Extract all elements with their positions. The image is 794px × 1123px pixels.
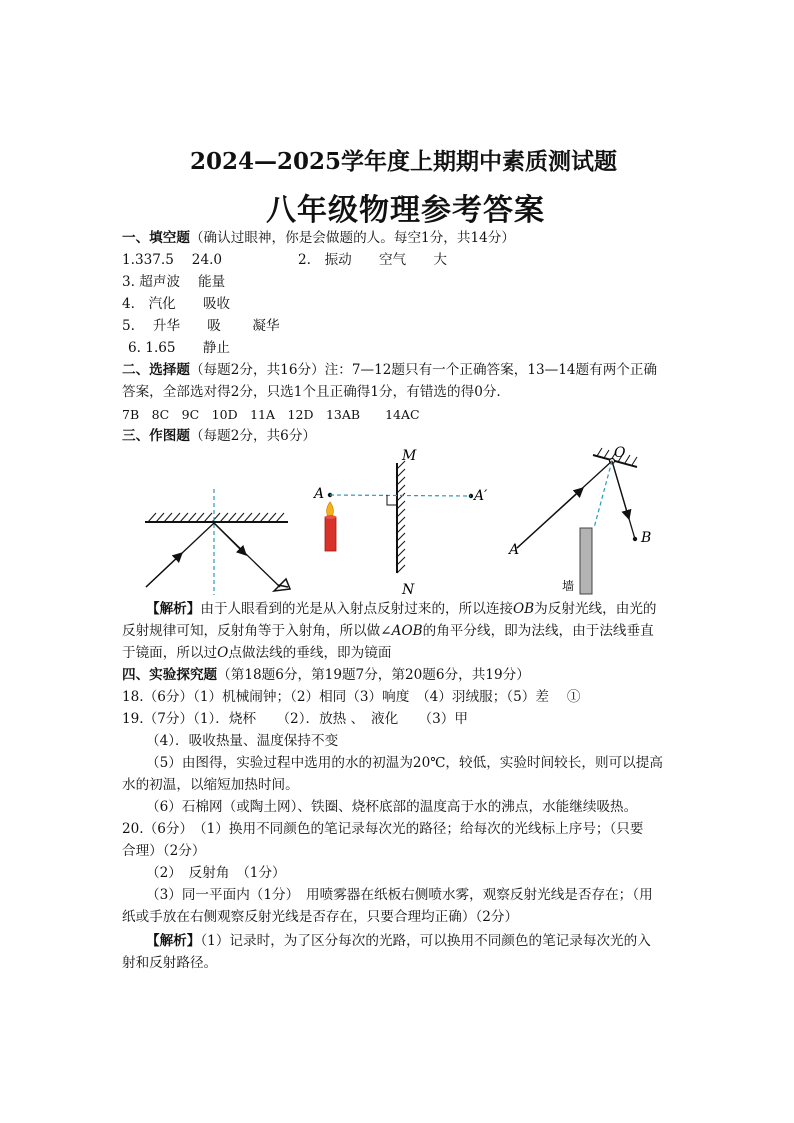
section1-note: （确认过眼神，你是会做题的人。每空1分，共14分）: [189, 230, 515, 246]
answer-q20-3-line1: （3）同一平面内（1分） 用喷雾器在纸板右侧喷水雾，观察反射光线是否存在；（用: [146, 887, 653, 903]
figure-mirror-image: [310, 445, 500, 597]
answer-q19-4: （4）．吸收热量、温度保持不变: [146, 733, 339, 749]
section4-heading: 四、实验探究题: [122, 667, 218, 683]
answer-q20-2: （2） 反射角 （1分）: [146, 865, 286, 881]
section2-heading-line: [122, 360, 657, 381]
answer-q20-line2: 合理）（2分）: [122, 843, 206, 859]
answer-q18: 18.（6分）（1）机械闹钟；（2）相同（3）响度 （4）羽绒服；（5）差 ①: [122, 689, 581, 705]
section3-heading-line: [122, 426, 316, 447]
answer-q19-5-line2: 水的初温，以缩短加热时间。: [122, 777, 299, 793]
wall: [580, 528, 592, 594]
label-A: A: [314, 486, 325, 502]
figure-wall-reflection: [505, 440, 675, 600]
label-A3: A: [509, 542, 520, 558]
label-N: N: [402, 582, 415, 598]
page-subtitle: 八年级物理参考答案: [266, 193, 545, 228]
candle-icon: [325, 502, 336, 551]
section2-note-line2: 答案，全部选对得2分，只选1个且正确得1分，有错选的得0分.: [122, 384, 501, 400]
analysis-line2: 反射规律可知，反射角等于入射角，所以做∠AOB的角平分线，即为法线，由于法线垂直: [122, 623, 654, 639]
answer-q19-5-line1: （5）由图得，实验过程中选用的水的初温为20℃，较低，实验时间较长，则可以提高: [146, 755, 663, 771]
label-wall: 墙: [562, 579, 575, 593]
mirror-hatch: [145, 513, 288, 522]
section3-note: （每题2分，共6分）: [189, 428, 317, 444]
figure-mirror-reflection: [140, 485, 300, 595]
label-O: O: [614, 445, 626, 461]
section2-answers: 7B 8C 9C 10D 11A 12D 13AB 14AC: [122, 407, 420, 422]
answer-q20-line1: 20.（6分） （1）换用不同颜色的笔记录每次光的路径；给每次的光线标上序号；（只要: [122, 821, 644, 837]
answer-q19-6: （6）石棉网（或陶土网）、铁圈、烧杯底部的温度高于水的沸点，水能继续吸热。: [146, 799, 638, 815]
section1-heading: 一、填空题: [122, 230, 190, 246]
answer-q19: 19.（7分）（1）．烧杯 （2）．放热 、 液化 （3）甲: [122, 711, 468, 727]
answer-q5: 5. 升华 吸 凝华: [122, 318, 280, 334]
label-M: M: [402, 448, 417, 464]
answer-q1: 1.337.5 24.0: [122, 252, 223, 268]
section3-heading: 三、作图题: [122, 428, 190, 444]
label-B: B: [641, 530, 652, 546]
normal-dashed: [594, 461, 612, 528]
answer-q3: 3. 超声波 能量: [122, 274, 226, 290]
analysis2-line2: 射和反射路径。: [122, 955, 218, 971]
section1-heading-line: [122, 228, 515, 249]
section4-heading-line: [122, 665, 530, 686]
section2-note: （每题2分，共16分）注：7—12题只有一个正确答案，13—14题有两个正确: [189, 362, 658, 378]
analysis-line1: 【解析】由于人眼看到的光是从入射点反射过来的，所以连接OB为反射光线，由光的: [146, 601, 657, 617]
eye-icon: [274, 579, 290, 591]
image-symmetry-line: [330, 495, 471, 496]
answer-q4: 4. 汽化 吸收: [122, 296, 231, 312]
mirror-hatch-vertical: [397, 461, 405, 573]
section4-note: （第18题6分，第19题7分，第20题6分，共19分）: [217, 667, 530, 683]
analysis-line3: 于镜面，所以过O点做法线的垂线，即为镜面: [122, 645, 392, 661]
answer-q2: 2. 振动 空气 大: [298, 252, 447, 268]
page-title: 2024—2025学年度上期期中素质测试题: [190, 148, 618, 175]
answer-q20-3-line2: 纸或手放在右侧观察反射光线是否存在，只要合理均正确）（2分）: [122, 909, 519, 925]
label-A-prime: A′: [474, 488, 488, 504]
section2-heading: 二、选择题: [122, 362, 190, 378]
answer-q6: 6. 1.65 静止: [128, 340, 230, 356]
analysis2-line1: 【解析】（1）记录时，为了区分每次的光路，可以换用不同颜色的笔记录每次光的入: [146, 933, 651, 949]
